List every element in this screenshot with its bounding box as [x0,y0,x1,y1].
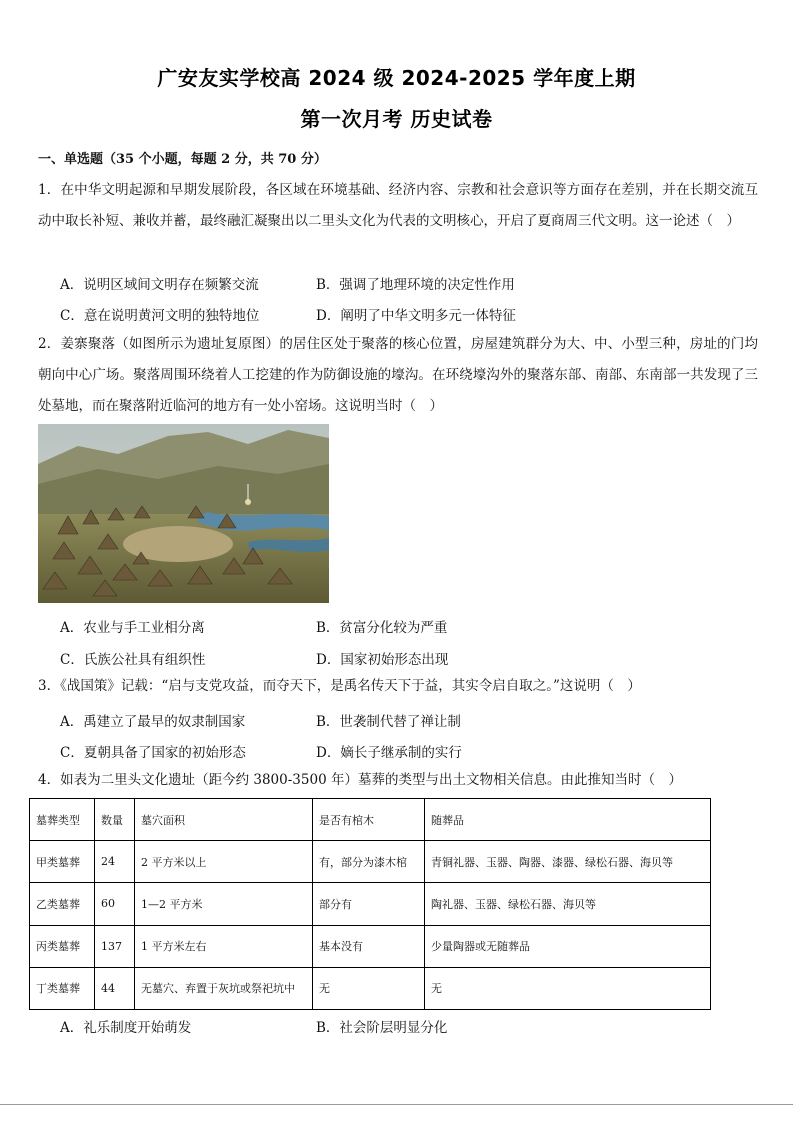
q1-option-d[interactable]: D．阐明了中华文明多元一体特征 [316,308,516,324]
table-header-cell: 数量 [95,799,135,841]
q3-option-a[interactable]: A．禹建立了最早的奴隶制国家 [60,714,246,730]
exam-title-line2: 第一次月考 历史试卷 [300,107,493,131]
table-cell: 有，部分为漆木棺 [313,841,425,883]
table-cell: 44 [95,967,135,1009]
table-cell: 甲类墓葬 [30,841,95,883]
table-cell: 丙类墓葬 [30,925,95,967]
table-cell: 无 [313,967,425,1009]
table-header-cell: 墓葬类型 [30,799,95,841]
table-cell: 1—2 平方米 [135,883,313,925]
question-2-stem: 2．姜寨聚落（如图所示为遗址复原图）的居住区处于聚落的核心位置，房屋建筑群分为大、中、小型三种，房址的门均朝向中心广场。聚落周围环绕着人工挖建的作为防御设施的壕沟。在环绕壕沟外的聚落东部、南部、东南部一共发现了三处墓地，而在聚落附近临河的地方有一处小窑场。这说明当时（ ） [38,336,758,414]
q4-option-b[interactable]: B．社会阶层明显分化 [316,1020,448,1036]
q2-option-d[interactable]: D．国家初始形态出现 [316,652,449,668]
table-header-row [30,799,711,841]
page-bottom-rule [0,1104,793,1105]
table-cell: 137 [95,925,135,967]
q1-option-b[interactable]: B．强调了地理环境的决定性作用 [316,277,515,293]
table-cell: 无墓穴、弃置于灰坑或祭祀坑中 [135,967,313,1009]
section-heading: 一、单选题（35 个小题，每题 2 分，共 70 分） [38,152,327,167]
table-cell: 青铜礼器、玉器、陶器、漆器、绿松石器、海贝等 [425,841,711,883]
question-3-stem: 3．《战国策》记载：“启与支党攻益，而夺天下，是禹名传天下于益，其实令启自取之。”这说明（ ） [38,678,641,694]
table-cell: 无 [425,967,711,1009]
table-cell: 部分有 [313,883,425,925]
exam-title-line1: 广安友实学校高 2024 级 2024-2025 学年度上期 [157,66,636,90]
q3-option-c[interactable]: C．夏朝具备了国家的初始形态 [60,745,246,761]
table-row [30,925,711,967]
table-row [30,967,711,1009]
table-cell: 24 [95,841,135,883]
q4-option-a[interactable]: A．礼乐制度开始萌发 [60,1020,192,1036]
table-cell: 少量陶器或无随葬品 [425,925,711,967]
q3-option-b[interactable]: B．世袭制代替了禅让制 [316,714,461,730]
table-row [30,841,711,883]
table-cell: 乙类墓葬 [30,883,95,925]
table-cell: 陶礼器、玉器、绿松石器、海贝等 [425,883,711,925]
question-4-stem: 4．如表为二里头文化遗址（距今约 3800-3500 年）墓葬的类型与出土文物相关信息。由此推知当时（ ） [38,772,682,788]
q3-option-d[interactable]: D．嫡长子继承制的实行 [316,745,462,761]
table-cell: 2 平方米以上 [135,841,313,883]
burial-types-table [29,798,711,1010]
question-1-stem: 1．在中华文明起源和早期发展阶段，各区域在环境基础、经济内容、宗教和社会意识等方面存在差别，并在长期交流互动中取长补短、兼收并蓄，最终融汇凝聚出以二里头文化为代表的文明核心，开启了夏商周三代文明。这一论述（ ） [38,182,758,229]
table-header-cell: 是否有棺木 [313,799,425,841]
table-cell: 1 平方米左右 [135,925,313,967]
q2-option-a[interactable]: A．农业与手工业相分离 [60,620,205,636]
jiangzhai-settlement-reconstruction-image [38,424,329,603]
q1-option-c[interactable]: C．意在说明黄河文明的独特地位 [60,308,260,324]
q2-option-b[interactable]: B．贫富分化较为严重 [316,620,448,636]
table-header-cell: 随葬品 [425,799,711,841]
table-row [30,883,711,925]
table-cell: 丁类墓葬 [30,967,95,1009]
q1-option-a[interactable]: A．说明区域间文明存在频繁交流 [60,277,259,293]
table-cell: 60 [95,883,135,925]
q2-option-c[interactable]: C．氏族公社具有组织性 [60,652,206,668]
table-cell: 基本没有 [313,925,425,967]
table-header-cell: 墓穴面积 [135,799,313,841]
